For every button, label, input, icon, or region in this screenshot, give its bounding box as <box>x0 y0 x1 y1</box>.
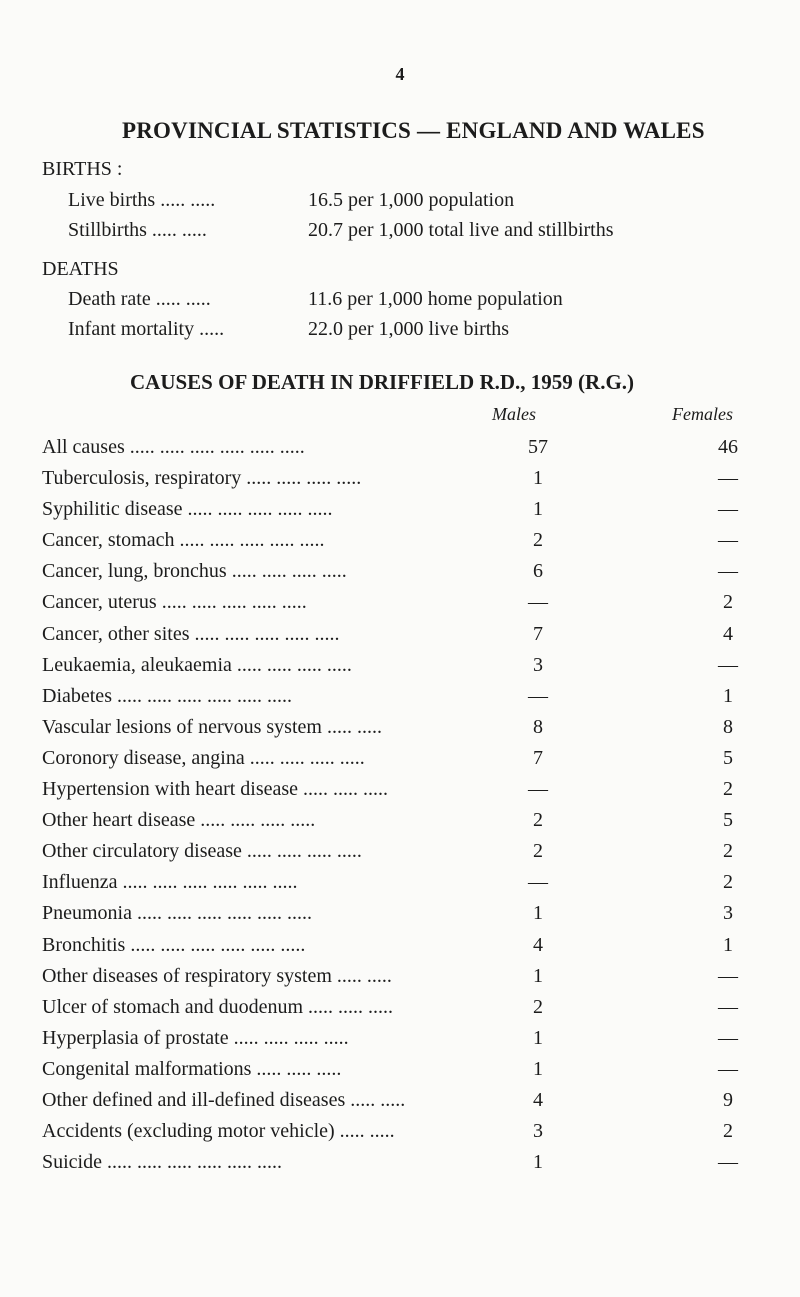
table-row <box>42 716 782 747</box>
table-row <box>42 560 782 591</box>
causes-table <box>42 436 782 1182</box>
females-value: 2 <box>723 591 733 614</box>
cause-label: Cancer, stomach ..... ..... ..... ..... ..... <box>42 529 325 552</box>
males-value: 1 <box>533 467 543 490</box>
females-value: — <box>718 529 738 552</box>
females-value: 5 <box>723 746 733 769</box>
cause-label: Other defined and ill-defined diseases ..... ..... <box>42 1088 406 1111</box>
males-value: 2 <box>533 840 543 863</box>
cause-label: Other circulatory disease ..... ..... ..... ..... <box>42 840 362 863</box>
page-number: 4 <box>395 64 405 84</box>
females-value: 1 <box>723 933 733 956</box>
cause-label: Bronchitis ..... ..... ..... ..... ..... ..... <box>42 933 306 956</box>
females-value: — <box>718 467 738 490</box>
males-value: — <box>528 684 548 707</box>
stat-value: 22.0 per 1,000 live births <box>308 318 510 340</box>
females-value: — <box>718 1057 738 1080</box>
males-value: 57 <box>528 436 548 458</box>
table-row <box>42 1151 782 1182</box>
table-row <box>42 871 782 902</box>
males-value: 7 <box>533 622 543 645</box>
males-value: 1 <box>533 1026 543 1049</box>
males-value: 2 <box>533 529 543 552</box>
table-row <box>42 840 782 871</box>
females-value: — <box>718 653 738 676</box>
males-value: 7 <box>533 746 543 769</box>
table-row <box>42 436 782 467</box>
cause-label: Vascular lesions of nervous system ..... ..... <box>42 715 382 738</box>
males-value: 1 <box>533 902 543 925</box>
cause-label: Other heart disease ..... ..... ..... ..... <box>42 809 316 832</box>
stat-value: 20.7 per 1,000 total live and stillbirths <box>308 219 614 241</box>
females-value: 8 <box>723 715 733 738</box>
males-value: 3 <box>533 1120 543 1143</box>
females-value: — <box>718 1151 738 1174</box>
males-value: — <box>528 591 548 614</box>
table-row <box>42 778 782 809</box>
males-value: 8 <box>533 715 543 738</box>
cause-label: Diabetes ..... ..... ..... ..... ..... ..... <box>42 684 292 707</box>
males-value: 1 <box>533 498 543 521</box>
males-value: 4 <box>533 933 543 956</box>
females-value: 2 <box>723 871 733 894</box>
males-value: 1 <box>533 1057 543 1080</box>
table-row <box>42 996 782 1027</box>
cause-label: Accidents (excluding motor vehicle) ..... ..... <box>42 1120 395 1143</box>
table-row <box>42 1120 782 1151</box>
table-row <box>42 529 782 560</box>
males-value: 1 <box>533 1151 543 1174</box>
females-value: 2 <box>723 840 733 863</box>
table-row <box>42 685 782 716</box>
cause-label: Cancer, other sites ..... ..... ..... ..... ..... <box>42 622 340 645</box>
females-value: 2 <box>723 1120 733 1143</box>
stat-value: 11.6 per 1,000 home population <box>308 288 563 310</box>
cause-label: Coronory disease, angina ..... ..... ..... ..... <box>42 746 365 769</box>
females-value: — <box>718 964 738 987</box>
cause-label: Congenital malformations ..... ..... ..... <box>42 1057 342 1080</box>
females-value: 5 <box>723 809 733 832</box>
table-row <box>42 623 782 654</box>
table-row <box>42 1058 782 1089</box>
females-value: 9 <box>723 1088 733 1111</box>
females-value: — <box>718 560 738 583</box>
cause-label: Tuberculosis, respiratory ..... ..... ..... ..... <box>42 467 362 490</box>
females-value: 3 <box>723 902 733 925</box>
table-row <box>42 934 782 965</box>
males-value: 1 <box>533 964 543 987</box>
females-value: 1 <box>723 684 733 707</box>
males-value: 4 <box>533 1088 543 1111</box>
table-row <box>42 1027 782 1058</box>
table-row <box>42 591 782 622</box>
table-row <box>42 902 782 933</box>
page-title: PROVINCIAL STATISTICS — ENGLAND AND WALES <box>122 118 705 143</box>
stat-label: Stillbirths ..... ..... <box>68 219 207 241</box>
males-value: 2 <box>533 995 543 1018</box>
cause-label: Hypertension with heart disease ..... ..... ..... <box>42 778 389 801</box>
table-row <box>42 498 782 529</box>
table-row <box>42 1089 782 1120</box>
deaths-heading: DEATHS <box>42 258 119 280</box>
cause-label: Hyperplasia of prostate ..... ..... ..... ..... <box>42 1026 349 1049</box>
females-value: 4 <box>723 622 733 645</box>
females-value: — <box>718 995 738 1018</box>
cause-label: Syphilitic disease ..... ..... ..... ..... ..... <box>42 498 333 521</box>
males-value: — <box>528 778 548 801</box>
cause-label: Suicide ..... ..... ..... ..... ..... ..... <box>42 1151 282 1174</box>
stat-label: Live births ..... ..... <box>68 189 216 211</box>
table-row <box>42 809 782 840</box>
causes-title: CAUSES OF DEATH IN DRIFFIELD R.D., 1959 (R.G.) <box>130 370 635 394</box>
males-value: 2 <box>533 809 543 832</box>
cause-label: Pneumonia ..... ..... ..... ..... ..... ..... <box>42 902 312 925</box>
births-heading: BIRTHS : <box>42 158 123 180</box>
males-value: — <box>528 871 548 894</box>
stat-label: Infant mortality ..... <box>68 318 225 340</box>
column-header-females: Females <box>672 404 733 424</box>
cause-label: Other diseases of respiratory system ..... ..... <box>42 964 392 987</box>
cause-label: Ulcer of stomach and duodenum ..... ..... ..... <box>42 995 394 1018</box>
table-row <box>42 654 782 685</box>
table-row <box>42 467 782 498</box>
stat-value: 16.5 per 1,000 population <box>308 189 515 211</box>
stat-label: Death rate ..... ..... <box>68 288 211 310</box>
table-row <box>42 965 782 996</box>
cause-label: Influenza ..... ..... ..... ..... ..... ..... <box>42 871 298 894</box>
cause-label: Cancer, uterus ..... ..... ..... ..... ..... <box>42 591 307 614</box>
males-value: 3 <box>533 653 543 676</box>
cause-label: All causes ..... ..... ..... ..... ..... ..... <box>42 436 305 458</box>
males-value: 6 <box>533 560 543 583</box>
females-value: 46 <box>718 436 738 458</box>
column-header-males: Males <box>492 404 536 424</box>
females-value: — <box>718 1026 738 1049</box>
females-value: — <box>718 498 738 521</box>
females-value: 2 <box>723 778 733 801</box>
table-row <box>42 747 782 778</box>
cause-label: Leukaemia, aleukaemia ..... ..... ..... ..... <box>42 653 352 676</box>
cause-label: Cancer, lung, bronchus ..... ..... ..... ..... <box>42 560 347 583</box>
